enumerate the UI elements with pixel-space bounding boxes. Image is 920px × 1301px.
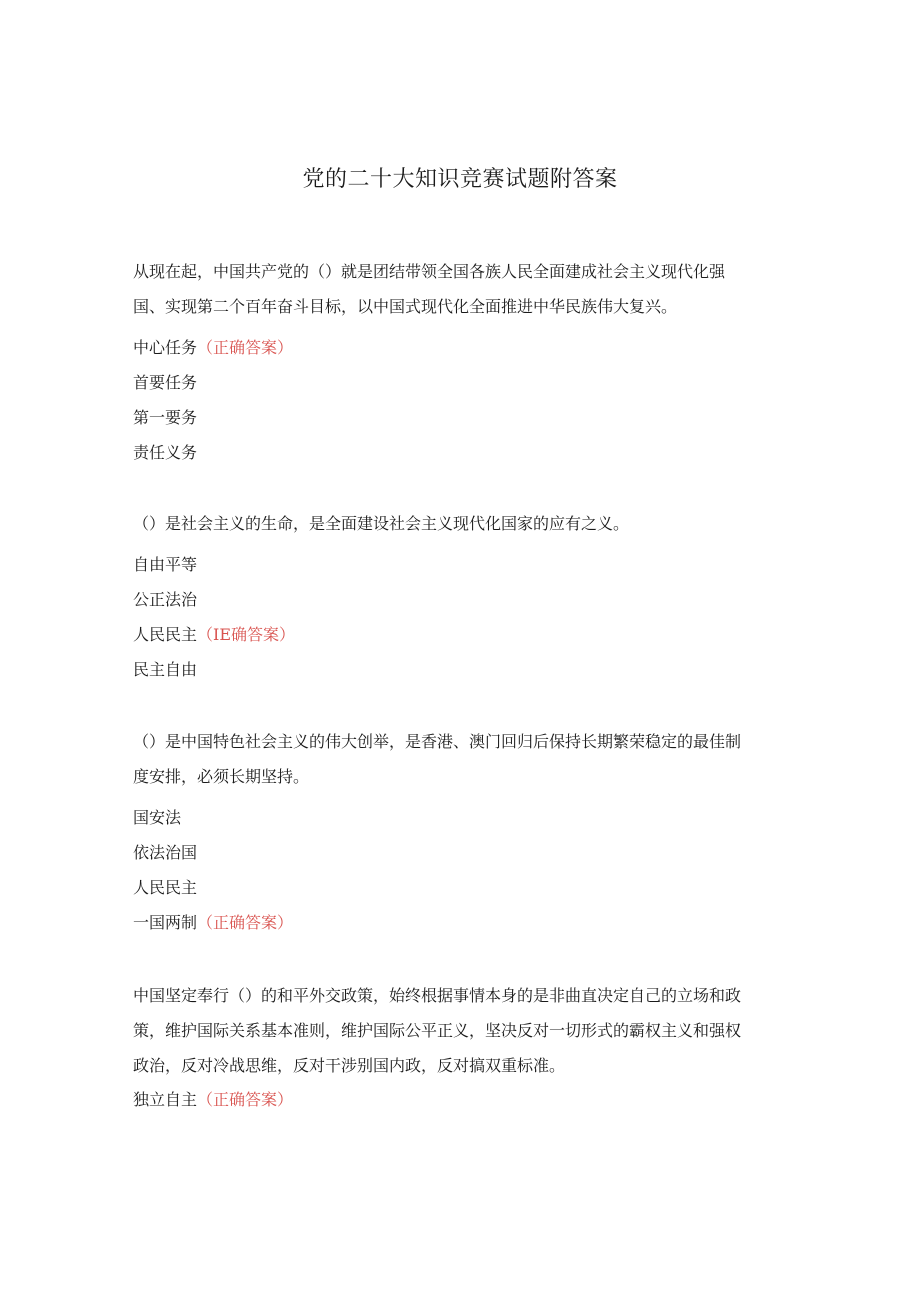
question-4-line-1: 中国坚定奉行（）的和平外交政策，始终根据事情本身的是非曲直决定自己的立场和政 [133, 986, 742, 1005]
question-3-line-2: 度安排，必须长期坚持。 [133, 767, 310, 786]
question-1-options [133, 330, 783, 470]
option-2d: 民主自由 [133, 660, 198, 679]
question-3-options [133, 800, 783, 940]
question-4-line-3: 政治，反对冷战思维，反对干涉别国内政，反对搞双重标准。 [133, 1056, 566, 1075]
option-4a: 独立自主（正确答案） [133, 1090, 294, 1109]
correct-answer-mark: （IE确答案） [197, 625, 296, 644]
question-4-line-2: 策，维护国际关系基本准则，维护国际公平正义，坚决反对一切形式的霸权主义和强权 [133, 1021, 742, 1040]
correct-answer-mark: （正确答案） [197, 338, 294, 357]
option-1c: 第一要务 [133, 408, 198, 427]
question-1-line-2: 国、实现第二个百年奋斗目标，以中国式现代化全面推进中华民族伟大复兴。 [133, 297, 678, 316]
question-4-options [133, 1082, 783, 1117]
question-4 [133, 978, 783, 1083]
question-3-line-1: （）是中国特色社会主义的伟大创举，是香港、澳门回归后保持长期繁荣稳定的最佳制 [133, 732, 742, 751]
question-2-line-1: （）是社会主义的生命，是全面建设社会主义现代化国家的应有之义。 [133, 514, 630, 533]
option-3d: 一国两制（正确答案） [133, 913, 294, 932]
option-1b: 首要任务 [133, 373, 198, 392]
question-1 [133, 254, 783, 324]
question-2 [133, 506, 783, 541]
option-2b: 公正法治 [133, 590, 198, 609]
option-1a: 中心任务（正确答案） [133, 338, 294, 357]
question-1-line-1: 从现在起，中国共产党的（）就是团结带领全国各族人民全面建成社会主义现代化强 [133, 262, 726, 281]
option-1d: 责任义务 [133, 443, 198, 462]
option-3b: 依法治国 [133, 843, 198, 862]
option-3a: 国安法 [133, 808, 182, 827]
option-2a: 自由平等 [133, 555, 198, 574]
correct-answer-mark: （正确答案） [197, 913, 294, 932]
option-3c: 人民民主 [133, 878, 198, 897]
question-3 [133, 724, 783, 794]
document-title: 党的二十大知识竞赛试题附答案 [302, 167, 618, 192]
correct-answer-mark: （正确答案） [197, 1090, 294, 1109]
question-2-options [133, 547, 783, 687]
option-2c: 人民民主（IE确答案） [133, 625, 296, 644]
